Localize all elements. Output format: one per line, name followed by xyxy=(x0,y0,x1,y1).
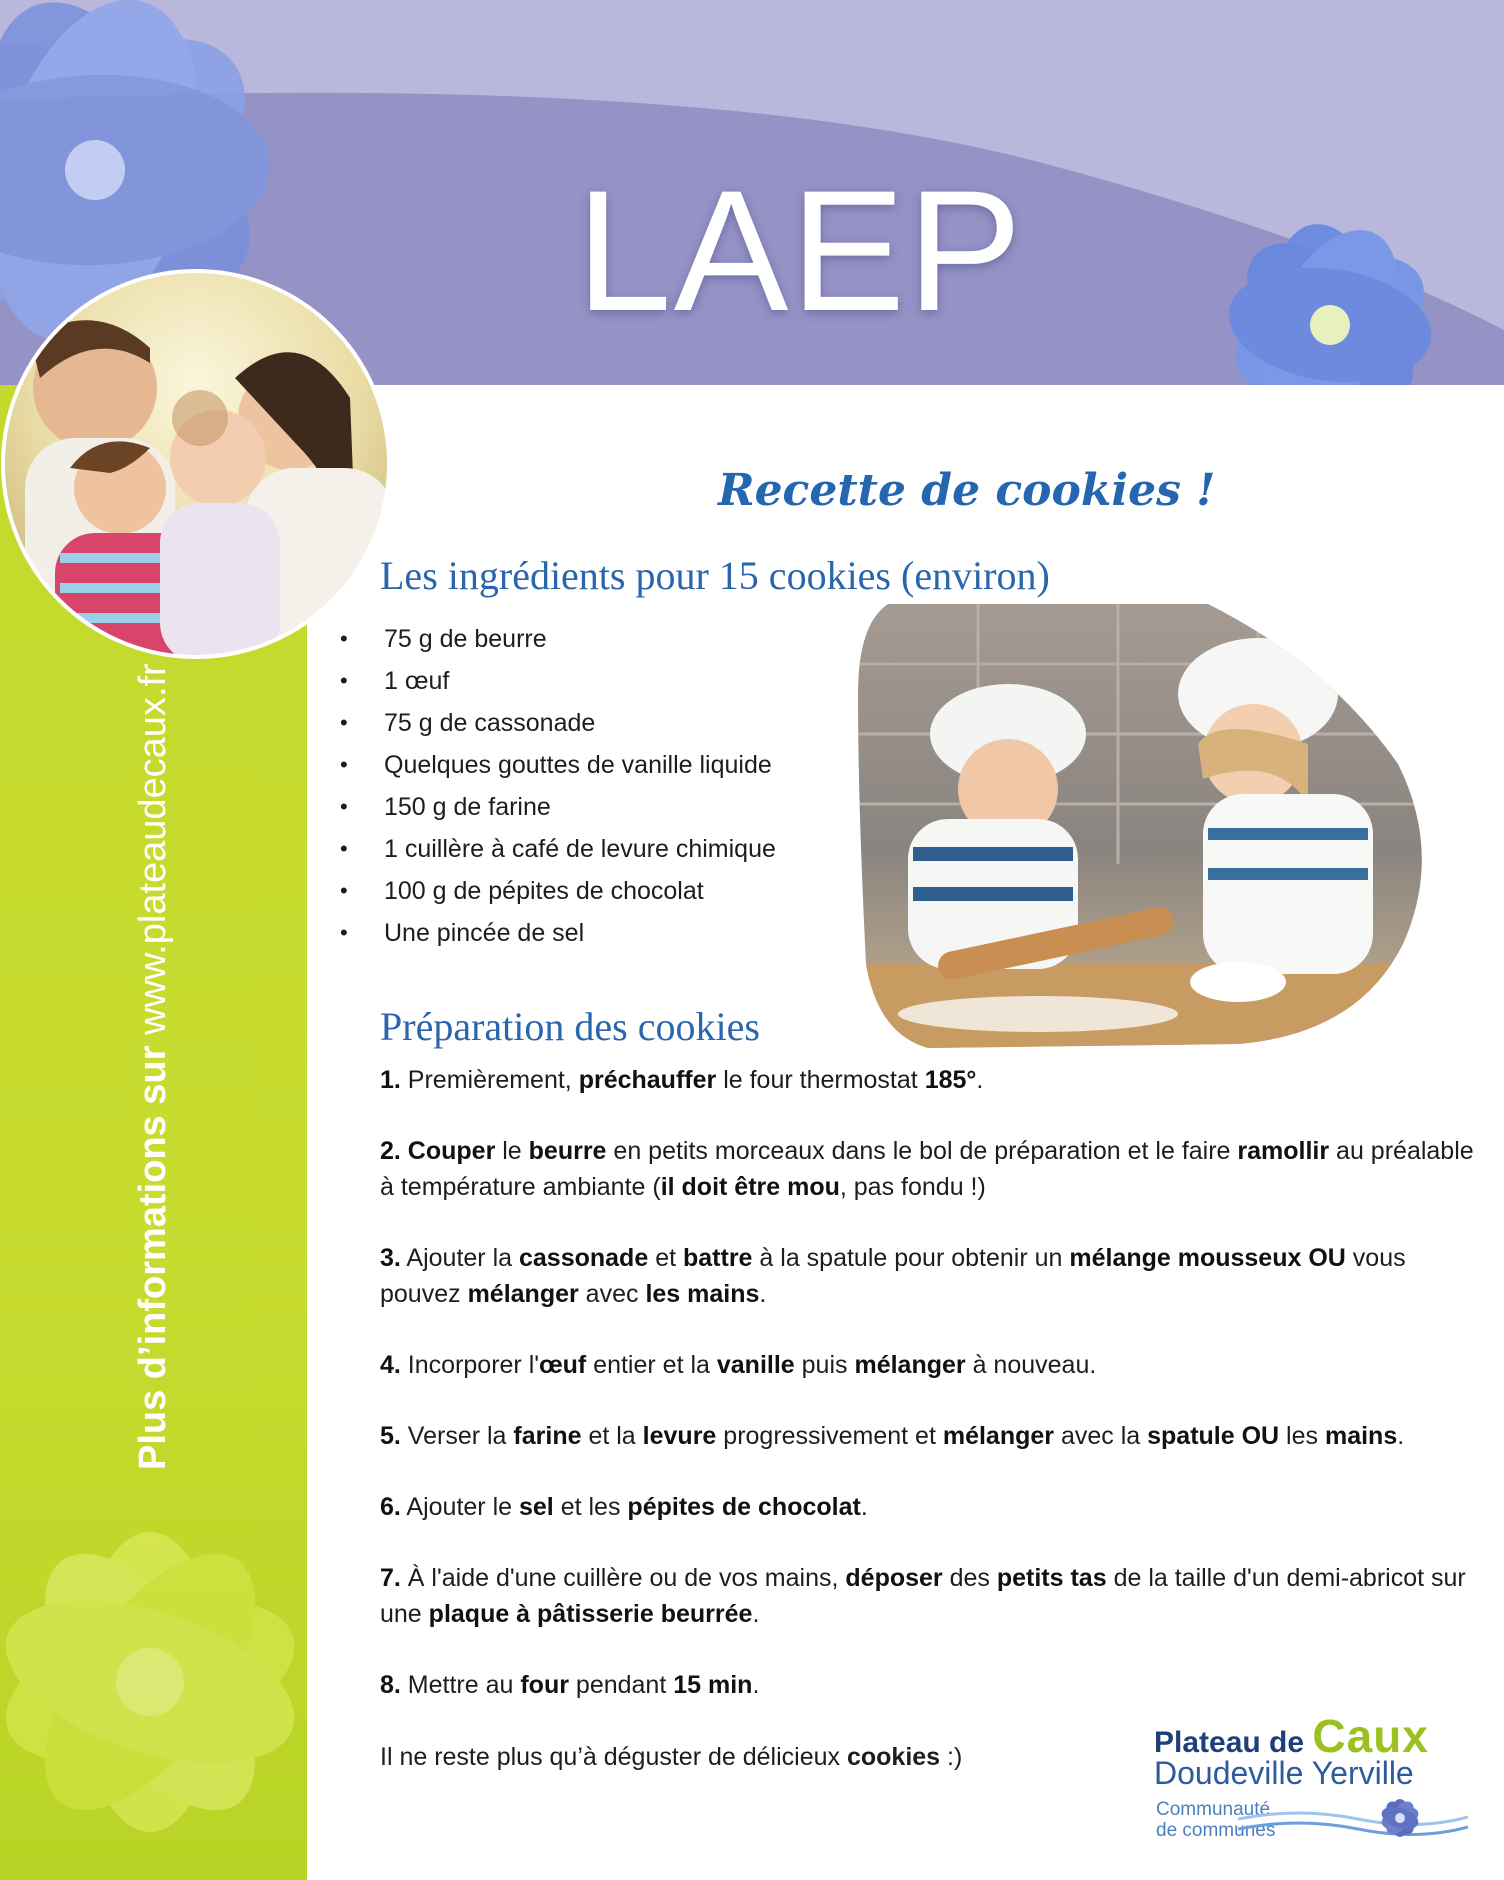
step-bold-text: il doit être mou xyxy=(660,1173,840,1201)
step-text: et xyxy=(648,1244,683,1272)
step-text: Mettre au xyxy=(400,1671,521,1699)
logo-prefix: Plateau de xyxy=(1154,1726,1313,1759)
step-text: puis xyxy=(794,1351,855,1379)
preparation-heading: Préparation des cookies xyxy=(380,1004,760,1049)
step-bold-text: 7. xyxy=(380,1564,401,1592)
closing-bold: cookies xyxy=(846,1743,941,1771)
preparation-steps xyxy=(380,1062,1480,1738)
logo-brand: Caux xyxy=(1312,1710,1429,1762)
website-url: www.plateaudecaux.fr xyxy=(132,663,174,1036)
step-bold-text: 6. xyxy=(380,1493,401,1521)
step-bold-text: ramollir xyxy=(1237,1137,1330,1165)
preparation-step xyxy=(380,1418,1480,1454)
vertical-text-prefix: Plus d’informations sur xyxy=(132,1045,174,1470)
step-bold-text: déposer xyxy=(845,1564,943,1592)
step-text: de la taille d'un demi-abricot sur une xyxy=(380,1564,1466,1628)
ingredient-item: • Quelques gouttes de vanille liquide xyxy=(340,744,860,786)
preparation-step xyxy=(380,1133,1480,1205)
step-text: les xyxy=(1279,1422,1325,1450)
preparation-step xyxy=(380,1062,1480,1098)
step-text: . xyxy=(752,1671,760,1699)
page-title: LAEP xyxy=(576,155,1024,347)
step-text: . xyxy=(759,1280,767,1308)
step-bold-text: 185° xyxy=(924,1066,977,1094)
step-bold-text: 3. xyxy=(380,1244,401,1272)
step-bold-text: spatule OU xyxy=(1147,1422,1280,1450)
ingredient-item: • 75 g de beurre xyxy=(340,618,860,660)
step-text: des xyxy=(942,1564,997,1592)
step-bold-text: beurre xyxy=(528,1137,607,1165)
step-text: à nouveau. xyxy=(965,1351,1097,1379)
step-text: avec la xyxy=(1054,1422,1148,1450)
step-text: . xyxy=(976,1066,984,1094)
preparation-step xyxy=(380,1560,1480,1632)
step-text: entier et la xyxy=(586,1351,717,1379)
step-text: Premièrement, xyxy=(400,1066,579,1094)
step-bold-text: cassonade xyxy=(519,1244,649,1272)
kids-baking-photo xyxy=(858,604,1426,1048)
step-text: progressivement et xyxy=(716,1422,943,1450)
ingredient-item: • 1 œuf xyxy=(340,660,860,702)
ingredient-item: • 75 g de cassonade xyxy=(340,702,860,744)
step-bold-text: préchauffer xyxy=(578,1066,717,1094)
step-text: avec xyxy=(578,1280,646,1308)
step-bold-text: farine xyxy=(513,1422,582,1450)
logo-line3a: Communauté xyxy=(1156,1799,1271,1820)
step-text: Verser la xyxy=(400,1422,514,1450)
plateau-de-caux-logo xyxy=(1150,1705,1470,1845)
recipe-title: Recette de cookies ! xyxy=(718,465,1216,516)
step-text: À l'aide d'une cuillère ou de vos mains, xyxy=(400,1564,846,1592)
preparation-step xyxy=(380,1347,1480,1383)
family-photo xyxy=(0,268,392,660)
preparation-step xyxy=(380,1489,1480,1525)
step-text: . xyxy=(860,1493,868,1521)
step-bold-text: les mains xyxy=(645,1280,760,1308)
step-text: Incorporer l' xyxy=(400,1351,540,1379)
step-text: . xyxy=(1397,1422,1405,1450)
ingredient-item: • 100 g de pépites de chocolat xyxy=(340,870,860,912)
step-bold-text: œuf xyxy=(539,1351,587,1379)
logo-line2: Doudeville Yerville xyxy=(1154,1755,1414,1791)
ingredient-item: • Une pincée de sel xyxy=(340,912,860,954)
closing-line xyxy=(380,1743,962,1772)
step-bold-text: mains xyxy=(1324,1422,1398,1450)
step-bold-text: pépites de chocolat xyxy=(627,1493,861,1521)
step-text: à la spatule pour obtenir un xyxy=(752,1244,1070,1272)
preparation-step xyxy=(380,1667,1480,1703)
step-bold-text: petits tas xyxy=(996,1564,1107,1592)
step-bold-text: mélanger xyxy=(467,1280,579,1308)
green-flower-decoration xyxy=(0,1452,307,1880)
step-bold-text: battre xyxy=(683,1244,753,1272)
step-text: Ajouter la xyxy=(400,1244,519,1272)
step-text: le xyxy=(495,1137,529,1165)
step-bold-text: 8. xyxy=(380,1671,401,1699)
closing-text: Il ne reste plus qu’à déguster de délicieux xyxy=(380,1743,847,1771)
logo-wave-icon xyxy=(1238,1805,1468,1845)
step-text: et les xyxy=(553,1493,628,1521)
step-bold-text: plaque à pâtisserie beurrée xyxy=(428,1600,753,1628)
ingredient-item: • 1 cuillère à café de levure chimique xyxy=(340,828,860,870)
vertical-website-text xyxy=(132,663,175,1470)
logo-flower-icon xyxy=(1372,1790,1428,1846)
step-text: en petits morceaux dans le bol de préparation et le faire xyxy=(606,1137,1238,1165)
step-bold-text: vanille xyxy=(716,1351,795,1379)
step-bold-text: 2. Couper xyxy=(380,1137,496,1165)
step-bold-text: 1. xyxy=(380,1066,401,1094)
step-bold-text: 5. xyxy=(380,1422,401,1450)
ingredient-item: • 150 g de farine xyxy=(340,786,860,828)
logo-line3b: de communes xyxy=(1156,1820,1276,1841)
ingredients-heading: Les ingrédients pour 15 cookies (environ) xyxy=(380,553,1050,598)
preparation-step xyxy=(380,1240,1480,1312)
step-bold-text: sel xyxy=(519,1493,554,1521)
step-text: au préalable à température ambiante ( xyxy=(380,1137,1474,1201)
step-text: Ajouter le xyxy=(400,1493,519,1521)
step-bold-text: 4. xyxy=(380,1351,401,1379)
step-text: et la xyxy=(581,1422,643,1450)
ingredients-list xyxy=(340,618,860,954)
step-bold-text: 15 min xyxy=(673,1671,753,1699)
step-text: le four thermostat xyxy=(716,1066,925,1094)
step-bold-text: four xyxy=(520,1671,569,1699)
step-text: pendant xyxy=(568,1671,674,1699)
step-text: vous pouvez xyxy=(380,1244,1406,1308)
closing-end: :) xyxy=(940,1743,963,1771)
step-text: , pas fondu !) xyxy=(839,1173,986,1201)
step-bold-text: mélanger xyxy=(942,1422,1055,1450)
step-bold-text: levure xyxy=(642,1422,717,1450)
step-bold-text: mélanger xyxy=(854,1351,966,1379)
step-bold-text: mélange mousseux OU xyxy=(1069,1244,1346,1272)
step-text: . xyxy=(752,1600,760,1628)
